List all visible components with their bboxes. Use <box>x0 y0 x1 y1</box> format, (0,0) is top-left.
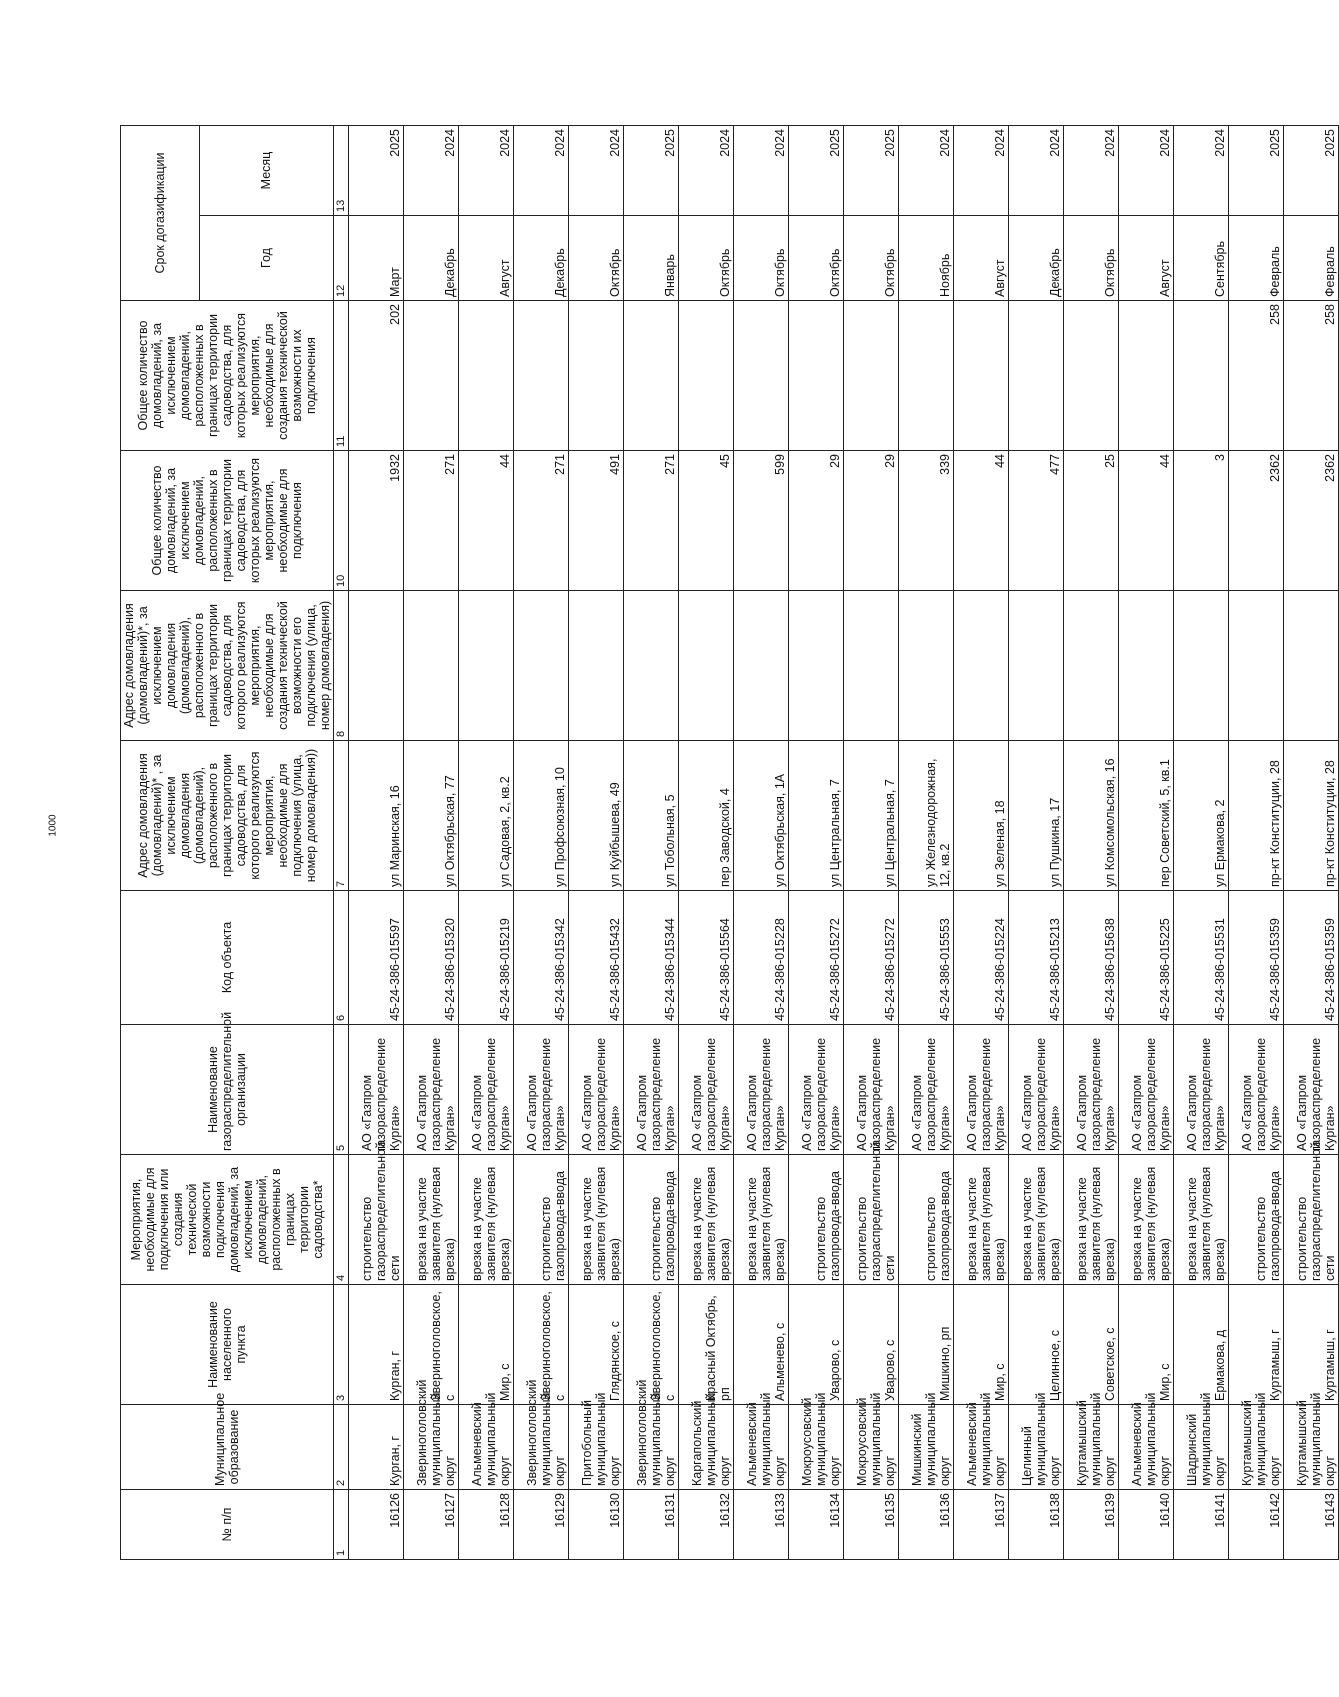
row-month: 2024 <box>1174 125 1229 215</box>
gasification-table <box>120 125 1339 1560</box>
row-organization: АО «Газпром газораспределение Курган» <box>679 1025 734 1155</box>
row-measure: врезка на участке заявителя (нулевая врезка) <box>569 1155 624 1285</box>
row-year: Март <box>349 216 404 301</box>
row-organization: АО «Газпром газораспределение Курган» <box>1229 1025 1284 1155</box>
col-number: 1 <box>334 1490 349 1560</box>
row-settlement: Куртамыш, г <box>1284 1285 1339 1405</box>
row-organization: АО «Газпром газораспределение Курган» <box>1284 1025 1339 1155</box>
table-body <box>349 125 1339 1559</box>
row-month: 2025 <box>1229 125 1284 215</box>
row-count-connection: 29 <box>844 451 899 591</box>
row-month: 2025 <box>844 125 899 215</box>
row-municipality: Куртамышский муниципальный округ <box>1229 1405 1284 1490</box>
row-settlement: Мир, с <box>954 1285 1009 1405</box>
row-organization: АО «Газпром газораспределение Курган» <box>1009 1025 1064 1155</box>
row-number: 16140 <box>1119 1490 1174 1560</box>
table-row <box>1064 125 1119 1559</box>
row-count-connection: 271 <box>404 451 459 591</box>
table-row <box>404 125 459 1559</box>
row-address-connection: пр-кт Конституции, 28 <box>1229 741 1284 891</box>
row-count-capability <box>789 301 844 451</box>
row-count-capability <box>624 301 679 451</box>
row-settlement: Звериноголовское, с <box>514 1285 569 1405</box>
row-year: Декабрь <box>1009 216 1064 301</box>
row-object-code: 45-24-386-015344 <box>624 891 679 1025</box>
row-address-connection: ул Ермакова, 2 <box>1174 741 1229 891</box>
col-number: 7 <box>334 741 349 891</box>
row-address-connection: ул Маринская, 16 <box>349 741 404 891</box>
row-address-connection: ул Железнодорожная, 12, кв.2 <box>899 741 954 891</box>
row-measure: врезка на участке заявителя (нулевая врезка) <box>734 1155 789 1285</box>
row-year: Октябрь <box>734 216 789 301</box>
row-year: Ноябрь <box>899 216 954 301</box>
row-municipality: Альменевский муниципальный округ <box>954 1405 1009 1490</box>
row-count-capability: 258 <box>1229 301 1284 451</box>
row-count-capability <box>569 301 624 451</box>
row-municipality: Мокроусовский муниципальный округ <box>844 1405 899 1490</box>
row-settlement: Мир, с <box>459 1285 514 1405</box>
row-municipality: Каргапольский муниципальный округ <box>679 1405 734 1490</box>
row-number: 16143 <box>1284 1490 1339 1560</box>
row-address-capability <box>1119 591 1174 741</box>
header-deadline: Срок догазификации <box>121 125 200 300</box>
col-number: 11 <box>334 301 349 451</box>
header-municipality: Муниципальное образование <box>121 1405 334 1490</box>
row-year: Январь <box>624 216 679 301</box>
row-count-capability <box>954 301 1009 451</box>
row-address-connection: ул Пушкина, 17 <box>1009 741 1064 891</box>
row-number: 16126 <box>349 1490 404 1560</box>
row-number: 16134 <box>789 1490 844 1560</box>
row-settlement: Мир, с <box>1119 1285 1174 1405</box>
table-row <box>624 125 679 1559</box>
row-object-code: 45-24-386-015597 <box>349 891 404 1025</box>
table-row <box>569 125 624 1559</box>
page-number: 1000 <box>47 814 59 837</box>
table-row <box>734 125 789 1559</box>
row-address-connection: ул Профсоюзная, 10 <box>514 741 569 891</box>
row-municipality: Альменевский муниципальный округ <box>1119 1405 1174 1490</box>
row-municipality: Мокроусовский муниципальный округ <box>789 1405 844 1490</box>
row-object-code: 45-24-386-015342 <box>514 891 569 1025</box>
row-month: 2024 <box>569 125 624 215</box>
header-row <box>121 125 200 1559</box>
col-number: 8 <box>334 591 349 741</box>
row-count-connection: 491 <box>569 451 624 591</box>
row-measure: врезка на участке заявителя (нулевая врезка) <box>1119 1155 1174 1285</box>
row-year: Октябрь <box>1064 216 1119 301</box>
table-row <box>899 125 954 1559</box>
row-year: Февраль <box>1284 216 1339 301</box>
row-settlement: Мишкино, рп <box>899 1285 954 1405</box>
row-number: 16138 <box>1009 1490 1064 1560</box>
row-count-capability: 202 <box>349 301 404 451</box>
row-organization: АО «Газпром газораспределение Курган» <box>1064 1025 1119 1155</box>
row-address-connection: ул Центральная, 7 <box>844 741 899 891</box>
row-count-connection: 2362 <box>1229 451 1284 591</box>
row-count-capability <box>404 301 459 451</box>
col-number: 13 <box>334 125 349 215</box>
row-municipality: Звериноголовский муниципальный округ <box>404 1405 459 1490</box>
row-count-connection: 2362 <box>1284 451 1339 591</box>
row-municipality: Альменевский муниципальный округ <box>734 1405 789 1490</box>
row-measure: врезка на участке заявителя (нулевая врезка) <box>1064 1155 1119 1285</box>
row-settlement: Советское, с <box>1064 1285 1119 1405</box>
row-number: 16129 <box>514 1490 569 1560</box>
table-row <box>514 125 569 1559</box>
row-measure: строительство газопровода-ввода <box>624 1155 679 1285</box>
row-address-capability <box>1174 591 1229 741</box>
row-number: 16127 <box>404 1490 459 1560</box>
row-municipality: Куртамышский муниципальный округ <box>1284 1405 1339 1490</box>
row-address-capability <box>624 591 679 741</box>
row-year: Октябрь <box>844 216 899 301</box>
row-year: Октябрь <box>569 216 624 301</box>
row-number: 16136 <box>899 1490 954 1560</box>
row-organization: АО «Газпром газораспределение Курган» <box>789 1025 844 1155</box>
row-year: Октябрь <box>789 216 844 301</box>
row-measure: врезка на участке заявителя (нулевая врезка) <box>1174 1155 1229 1285</box>
row-object-code: 45-24-386-015320 <box>404 891 459 1025</box>
row-organization: АО «Газпром газораспределение Курган» <box>1119 1025 1174 1155</box>
row-organization: АО «Газпром газораспределение Курган» <box>624 1025 679 1155</box>
row-address-connection: ул Комсомольская, 16 <box>1064 741 1119 891</box>
row-count-connection: 477 <box>1009 451 1064 591</box>
row-count-connection: 599 <box>734 451 789 591</box>
row-organization: АО «Газпром газораспределение Курган» <box>459 1025 514 1155</box>
row-address-connection: ул Октябрьская, 77 <box>404 741 459 891</box>
row-address-capability <box>404 591 459 741</box>
row-object-code: 45-24-386-015638 <box>1064 891 1119 1025</box>
col-number: 5 <box>334 1025 349 1155</box>
row-settlement: Уварово, с <box>844 1285 899 1405</box>
row-measure: строительство газораспределительной сети <box>1284 1155 1339 1285</box>
row-municipality: Целинный муниципальный округ <box>1009 1405 1064 1490</box>
row-organization: АО «Газпром газораспределение Курган» <box>569 1025 624 1155</box>
row-number: 16128 <box>459 1490 514 1560</box>
row-count-capability <box>1174 301 1229 451</box>
row-address-capability <box>954 591 1009 741</box>
row-address-capability <box>514 591 569 741</box>
row-organization: АО «Газпром газораспределение Курган» <box>844 1025 899 1155</box>
header-organization: Наименование газораспределительной организации <box>121 1025 334 1155</box>
column-number-row <box>334 125 349 1559</box>
row-measure: врезка на участке заявителя (нулевая врезка) <box>1009 1155 1064 1285</box>
row-month: 2025 <box>1284 125 1339 215</box>
header-settlement: Наименование населенного пункта <box>121 1285 334 1405</box>
row-settlement: Целинное, с <box>1009 1285 1064 1405</box>
table-row <box>349 125 404 1559</box>
row-measure: строительство газораспределительной сети <box>844 1155 899 1285</box>
row-address-connection: ул Октябрьская, 1А <box>734 741 789 891</box>
rotated-table-wrapper <box>120 126 1337 1560</box>
row-address-capability <box>349 591 404 741</box>
row-count-connection: 29 <box>789 451 844 591</box>
row-number: 16141 <box>1174 1490 1229 1560</box>
header-address-connection: Адрес домовладения (домовладений)* , за исключением домовладения (домовладений), расположенного в границах территории садоводства, для которого реализуются мероприятия, необходимые для подключения (улица, номер домовладения)) <box>121 741 334 891</box>
row-address-capability <box>569 591 624 741</box>
row-month: 2024 <box>899 125 954 215</box>
row-address-connection: ул Садовая, 2, кв.2 <box>459 741 514 891</box>
header-month: Месяц <box>199 125 333 215</box>
row-object-code: 45-24-386-015359 <box>1284 891 1339 1025</box>
header-count-capability: Общее количество домовладений, за исключением домовладений, расположенных в границах территории садоводства, для которых реализуются мероприятия, необходимые для создания технической возможности их подключения <box>121 301 334 451</box>
row-address-connection: ул Центральная, 7 <box>789 741 844 891</box>
row-object-code: 45-24-386-015432 <box>569 891 624 1025</box>
row-object-code: 45-24-386-015213 <box>1009 891 1064 1025</box>
row-organization: АО «Газпром газораспределение Курган» <box>1174 1025 1229 1155</box>
row-number: 16130 <box>569 1490 624 1560</box>
row-count-connection: 339 <box>899 451 954 591</box>
row-count-connection: 3 <box>1174 451 1229 591</box>
row-measure: врезка на участке заявителя (нулевая врезка) <box>459 1155 514 1285</box>
row-number: 16131 <box>624 1490 679 1560</box>
row-number: 16137 <box>954 1490 1009 1560</box>
table-row <box>459 125 514 1559</box>
row-object-code: 45-24-386-015531 <box>1174 891 1229 1025</box>
row-settlement: Глядянское, с <box>569 1285 624 1405</box>
header-year: Год <box>199 216 333 301</box>
row-measure: строительство газопровода-ввода <box>514 1155 569 1285</box>
row-measure: строительство газопровода-ввода <box>789 1155 844 1285</box>
row-number: 16142 <box>1229 1490 1284 1560</box>
row-year: Октябрь <box>679 216 734 301</box>
row-measure: врезка на участке заявителя (нулевая врезка) <box>679 1155 734 1285</box>
row-count-capability <box>679 301 734 451</box>
row-month: 2024 <box>514 125 569 215</box>
row-settlement: Курган, г <box>349 1285 404 1405</box>
row-municipality: Шадринский муниципальный округ <box>1174 1405 1229 1490</box>
row-object-code: 45-24-386-015553 <box>899 891 954 1025</box>
row-measure: врезка на участке заявителя (нулевая врезка) <box>954 1155 1009 1285</box>
row-settlement: Ермакова, д <box>1174 1285 1229 1405</box>
table-row <box>1009 125 1064 1559</box>
row-settlement: Звериноголовское, с <box>624 1285 679 1405</box>
row-measure: строительство газопровода-ввода <box>899 1155 954 1285</box>
col-number: 4 <box>334 1155 349 1285</box>
row-year: Сентябрь <box>1174 216 1229 301</box>
row-address-capability <box>679 591 734 741</box>
row-municipality: Притобольный муниципальный округ <box>569 1405 624 1490</box>
row-object-code: 45-24-386-015564 <box>679 891 734 1025</box>
row-year: Август <box>954 216 1009 301</box>
row-count-capability <box>1119 301 1174 451</box>
row-object-code: 45-24-386-015225 <box>1119 891 1174 1025</box>
table-row <box>1174 125 1229 1559</box>
row-measure: строительство газораспределительной сети <box>349 1155 404 1285</box>
row-year: Август <box>459 216 514 301</box>
row-year: Декабрь <box>404 216 459 301</box>
row-number: 16133 <box>734 1490 789 1560</box>
row-count-capability <box>1009 301 1064 451</box>
row-count-connection: 44 <box>954 451 1009 591</box>
header-count-connection: Общее количество домовладений, за исключением домовладений, расположенных в границах территории садоводства, для которых реализуются мероприятия, необходимые для подключения <box>121 451 334 591</box>
row-number: 16135 <box>844 1490 899 1560</box>
row-organization: АО «Газпром газораспределение Курган» <box>349 1025 404 1155</box>
header-object-code: Код объекта <box>121 891 334 1025</box>
row-count-connection: 45 <box>679 451 734 591</box>
col-number: 6 <box>334 891 349 1025</box>
row-count-connection: 271 <box>624 451 679 591</box>
row-month: 2024 <box>734 125 789 215</box>
header-address-capability: Адрес домовладения (домовладений)*, за исключением домовладения (домовладений), расположенного в границах территории садоводства, для которого реализуются мероприятия, необходимые для создания технической возможности его подключения (улица, номер домовладения) <box>121 591 334 741</box>
row-month: 2024 <box>459 125 514 215</box>
row-month: 2024 <box>1064 125 1119 215</box>
row-count-capability <box>459 301 514 451</box>
row-address-connection: ул Тобольная, 5 <box>624 741 679 891</box>
row-object-code: 45-24-386-015228 <box>734 891 789 1025</box>
row-municipality: Мишкинский муниципальный округ <box>899 1405 954 1490</box>
row-month: 2024 <box>1009 125 1064 215</box>
row-address-connection: пр-кт Конституции, 28 <box>1284 741 1339 891</box>
row-address-capability <box>459 591 514 741</box>
row-object-code: 45-24-386-015219 <box>459 891 514 1025</box>
row-settlement: Звериноголовское, с <box>404 1285 459 1405</box>
row-address-capability <box>734 591 789 741</box>
row-count-connection: 44 <box>459 451 514 591</box>
row-settlement: Уварово, с <box>789 1285 844 1405</box>
row-object-code: 45-24-386-015359 <box>1229 891 1284 1025</box>
row-address-capability <box>1064 591 1119 741</box>
row-number: 16132 <box>679 1490 734 1560</box>
row-month: 2025 <box>789 125 844 215</box>
row-municipality: Альменевский муниципальный округ <box>459 1405 514 1490</box>
row-address-capability <box>1009 591 1064 741</box>
row-count-capability: 258 <box>1284 301 1339 451</box>
row-address-connection: ул Зеленая, 18 <box>954 741 1009 891</box>
row-count-capability <box>844 301 899 451</box>
table-row <box>954 125 1009 1559</box>
row-settlement: Куртамыш, г <box>1229 1285 1284 1405</box>
table-row <box>789 125 844 1559</box>
row-count-capability <box>734 301 789 451</box>
table-row <box>1229 125 1284 1559</box>
row-year: Февраль <box>1229 216 1284 301</box>
row-measure: врезка на участке заявителя (нулевая врезка) <box>404 1155 459 1285</box>
row-month: 2025 <box>349 125 404 215</box>
row-organization: АО «Газпром газораспределение Курган» <box>899 1025 954 1155</box>
row-municipality: Звериноголовский муниципальный округ <box>624 1405 679 1490</box>
table-row <box>679 125 734 1559</box>
row-month: 2024 <box>679 125 734 215</box>
row-count-capability <box>1064 301 1119 451</box>
col-number: 12 <box>334 216 349 301</box>
row-settlement: Красный Октябрь, рп <box>679 1285 734 1405</box>
row-count-connection: 271 <box>514 451 569 591</box>
row-organization: АО «Газпром газораспределение Курган» <box>404 1025 459 1155</box>
row-municipality: Звериноголовский муниципальный округ <box>514 1405 569 1490</box>
row-month: 2024 <box>404 125 459 215</box>
row-address-connection: ул Куйбышева, 49 <box>569 741 624 891</box>
row-address-capability <box>1284 591 1339 741</box>
row-address-capability <box>844 591 899 741</box>
row-organization: АО «Газпром газораспределение Курган» <box>954 1025 1009 1155</box>
row-number: 16139 <box>1064 1490 1119 1560</box>
row-month: 2024 <box>1119 125 1174 215</box>
row-month: 2024 <box>954 125 1009 215</box>
row-measure: строительство газопровода-ввода <box>1229 1155 1284 1285</box>
row-address-connection: пер Советский, 5, кв.1 <box>1119 741 1174 891</box>
table-row <box>1284 125 1339 1559</box>
row-year: Август <box>1119 216 1174 301</box>
row-count-connection: 1932 <box>349 451 404 591</box>
row-organization: АО «Газпром газораспределение Курган» <box>514 1025 569 1155</box>
col-number: 10 <box>334 451 349 591</box>
row-object-code: 45-24-386-015272 <box>789 891 844 1025</box>
row-organization: АО «Газпром газораспределение Курган» <box>734 1025 789 1155</box>
row-object-code: 45-24-386-015224 <box>954 891 1009 1025</box>
table-row <box>844 125 899 1559</box>
row-address-capability <box>899 591 954 741</box>
row-address-connection: пер Заводской, 4 <box>679 741 734 891</box>
header-measures: Мероприятия, необходимые для подключения или создания технической возможности подключения домовладений, за исключением домовладений, расположенных в границах территории садоводства* <box>121 1155 334 1285</box>
table-row <box>1119 125 1174 1559</box>
col-number: 2 <box>334 1405 349 1490</box>
row-count-capability <box>899 301 954 451</box>
row-municipality: Курган, г <box>349 1405 404 1490</box>
col-number: 3 <box>334 1285 349 1405</box>
header-num: № п/п <box>121 1490 334 1560</box>
row-month: 2025 <box>624 125 679 215</box>
row-address-capability <box>789 591 844 741</box>
row-count-connection: 25 <box>1064 451 1119 591</box>
row-count-connection: 44 <box>1119 451 1174 591</box>
row-count-capability <box>514 301 569 451</box>
row-municipality: Куртамышский муниципальный округ <box>1064 1405 1119 1490</box>
row-address-capability <box>1229 591 1284 741</box>
row-year: Декабрь <box>514 216 569 301</box>
row-settlement: Альменево, с <box>734 1285 789 1405</box>
row-object-code: 45-24-386-015272 <box>844 891 899 1025</box>
